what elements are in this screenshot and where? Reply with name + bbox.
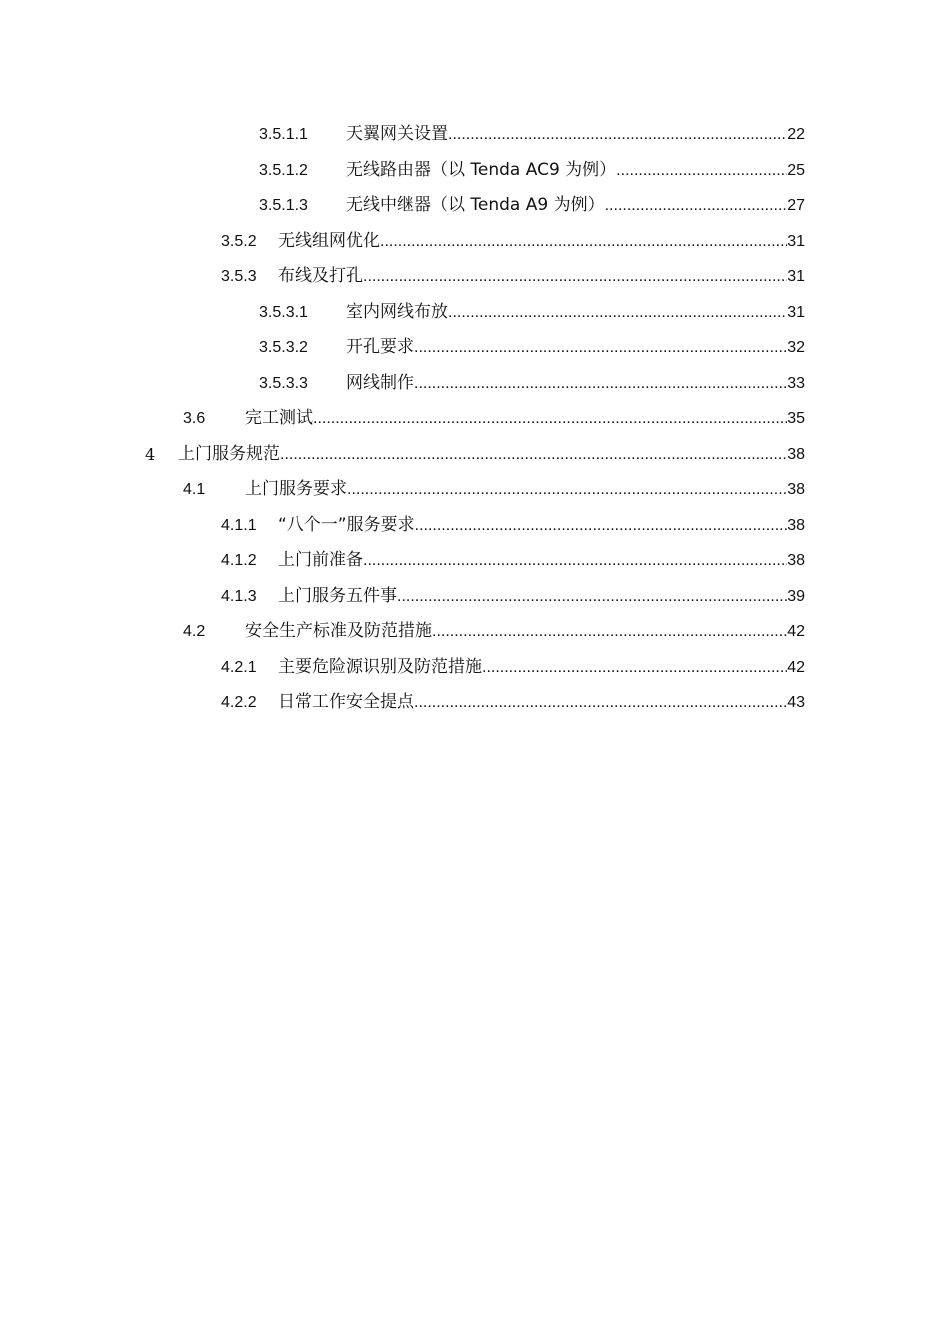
toc-entry-number: 3.5.3.1 — [259, 303, 308, 321]
toc-dot-leader — [605, 188, 788, 224]
toc-entry-page-number: 32 — [787, 339, 805, 356]
toc-entry-title: 天翼网关设置 — [346, 124, 448, 144]
toc-entry-line — [346, 330, 805, 366]
toc-entry-page-number: 42 — [787, 623, 805, 640]
toc-entry-number: 4.2.2 — [221, 694, 257, 711]
toc-dot-leader — [448, 295, 787, 331]
toc-dot-leader — [482, 650, 787, 686]
toc-entry-page-number: 42 — [787, 658, 805, 676]
toc-entry-page-number: 31 — [787, 232, 805, 250]
toc-dot-leader — [414, 685, 787, 721]
toc-entry-line — [278, 685, 805, 721]
toc-entry-title: 日常工作安全提点 — [278, 692, 414, 712]
toc-entry-title: 上门服务要求 — [245, 479, 347, 499]
toc-entry-number: 4.2.1 — [221, 658, 257, 676]
toc-entry-title: 无线中继器（以 Tenda A9 为例） — [346, 195, 605, 215]
toc-entry-page-number: 39 — [787, 587, 805, 605]
toc-entry[interactable] — [0, 366, 950, 402]
toc-entry-page-number: 27 — [787, 197, 805, 214]
toc-entry-line — [278, 224, 805, 260]
toc-entry[interactable] — [0, 153, 950, 189]
toc-dot-leader — [363, 259, 787, 295]
toc-entry-number: 3.5.1.1 — [259, 126, 308, 143]
toc-entry-title: 主要危险源识别及防范措施 — [278, 656, 482, 677]
toc-entry[interactable] — [0, 295, 950, 331]
toc-dot-leader — [313, 401, 787, 437]
toc-entry-line — [245, 401, 805, 437]
toc-entry-page-number: 38 — [787, 445, 805, 463]
toc-entry-number: 3.6 — [183, 410, 206, 427]
toc-entry-title: 开孔要求 — [346, 337, 414, 357]
toc-entry-title: 上门服务规范 — [178, 443, 280, 464]
toc-entry[interactable] — [0, 224, 950, 260]
toc-entry-line — [278, 650, 805, 686]
toc-entry[interactable] — [0, 401, 950, 437]
table-of-contents — [0, 117, 950, 721]
toc-entry-page-number: 22 — [787, 126, 805, 143]
toc-dot-leader — [363, 543, 787, 579]
toc-entry-title: 上门前准备 — [278, 550, 363, 570]
toc-entry-line — [245, 472, 805, 508]
toc-entry-line — [346, 153, 805, 189]
toc-entry-page-number: 38 — [787, 516, 805, 534]
toc-entry-page-number: 33 — [787, 374, 805, 392]
toc-dot-leader — [280, 437, 787, 473]
toc-entry-line — [346, 188, 805, 224]
toc-entry-title: 布线及打孔 — [278, 266, 363, 286]
toc-entry-title: 安全生产标准及防范措施 — [245, 621, 432, 641]
toc-entry[interactable] — [0, 685, 950, 721]
toc-dot-leader — [347, 472, 787, 508]
toc-entry-page-number: 31 — [787, 268, 805, 285]
toc-entry-title: 无线组网优化 — [278, 230, 380, 251]
toc-entry[interactable] — [0, 579, 950, 615]
toc-entry-number: 4.1 — [183, 481, 206, 498]
toc-entry[interactable] — [0, 117, 950, 153]
toc-entry-line — [245, 614, 805, 650]
toc-entry[interactable] — [0, 472, 950, 508]
toc-entry-title: 室内网线布放 — [346, 301, 448, 322]
toc-entry-number: 3.5.3.2 — [259, 339, 308, 356]
toc-entry-page-number: 35 — [787, 410, 805, 427]
toc-entry-number: 4.1.2 — [221, 552, 257, 569]
toc-dot-leader — [448, 117, 787, 153]
toc-entry-line — [278, 579, 805, 615]
toc-dot-leader — [616, 153, 787, 189]
toc-entry-number: 4.2 — [183, 623, 206, 640]
toc-entry-title: 上门服务五件事 — [278, 585, 397, 606]
toc-entry[interactable] — [0, 543, 950, 579]
toc-entry[interactable] — [0, 259, 950, 295]
toc-entry[interactable] — [0, 188, 950, 224]
toc-dot-leader — [414, 366, 787, 402]
toc-dot-leader — [432, 614, 787, 650]
toc-entry-title: “八个一”服务要求 — [278, 514, 415, 535]
toc-entry-line — [346, 295, 805, 331]
toc-entry[interactable] — [0, 330, 950, 366]
toc-entry-page-number: 38 — [787, 552, 805, 569]
toc-entry-title: 无线路由器（以 Tenda AC9 为例） — [346, 159, 617, 180]
toc-entry-number: 3.5.1.3 — [259, 197, 308, 214]
toc-entry[interactable] — [0, 508, 950, 544]
toc-entry-number: 3.5.1.2 — [259, 161, 308, 179]
toc-dot-leader — [414, 330, 787, 366]
toc-dot-leader — [415, 508, 788, 544]
toc-entry-number: 3.5.2 — [221, 232, 257, 250]
toc-entry-page-number: 38 — [787, 481, 805, 498]
toc-dot-leader — [380, 224, 787, 260]
toc-entry-number: 3.5.3 — [221, 268, 257, 285]
toc-entry-line — [346, 117, 805, 153]
toc-entry-title: 完工测试 — [245, 408, 313, 428]
toc-entry[interactable] — [0, 614, 950, 650]
toc-entry-title: 网线制作 — [346, 372, 414, 393]
toc-entry-page-number: 25 — [787, 161, 805, 179]
toc-entry[interactable] — [0, 437, 950, 473]
toc-entry-page-number: 31 — [787, 303, 805, 321]
toc-entry-line — [278, 259, 805, 295]
toc-entry-number: 4 — [145, 444, 156, 464]
toc-entry[interactable] — [0, 650, 950, 686]
toc-entry-line — [178, 437, 805, 473]
toc-entry-page-number: 43 — [787, 694, 805, 711]
toc-entry-line — [278, 543, 805, 579]
toc-entry-line — [346, 366, 805, 402]
toc-entry-number: 4.1.3 — [221, 587, 257, 605]
toc-dot-leader — [397, 579, 787, 615]
toc-entry-line — [278, 508, 805, 544]
toc-entry-number: 3.5.3.3 — [259, 374, 308, 392]
toc-entry-number: 4.1.1 — [221, 516, 257, 534]
